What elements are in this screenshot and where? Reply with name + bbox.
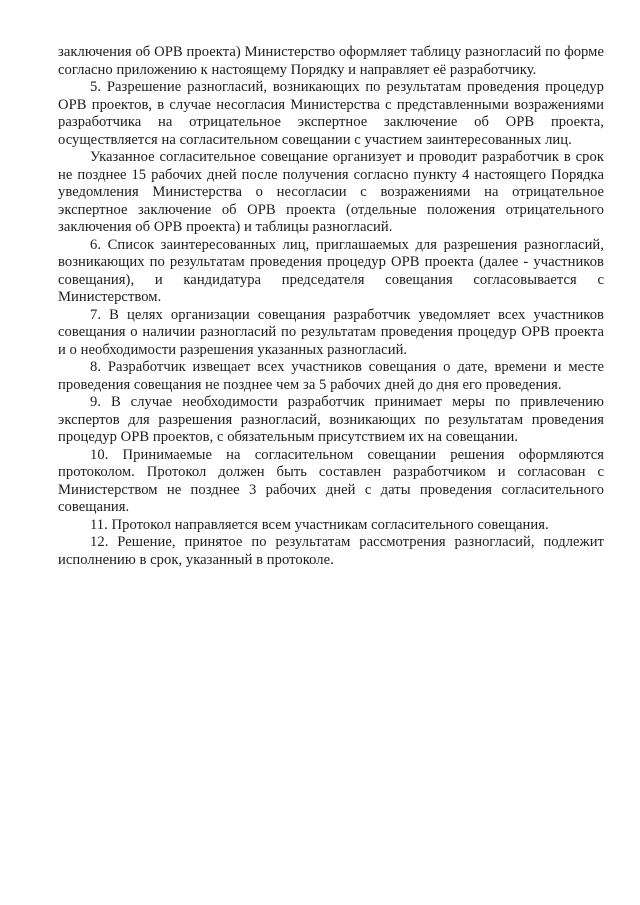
- paragraph-item-5-meeting: Указанное согласительное совещание организует и проводит разработчик в срок не позднее 15 рабочих дней после получения согласно пункту 4 настоящего Порядка уведомления Министерства о несогласии с возражениями на отрицательное экспертное заключение об ОРВ проекта (отдельные положения отрицательного заключения об ОРВ проекта) и таблицы разногласий.: [58, 149, 604, 235]
- paragraph-item-10: 10. Принимаемые на согласительном совещании решения оформляются протоколом. Протокол должен быть составлен разработчиком и согласован с Министерством не позднее 3 рабочих дней с даты проведения согласительного совещания.: [58, 446, 604, 515]
- paragraph-item-11: 11. Протокол направляется всем участникам согласительного совещания.: [90, 516, 549, 533]
- document-body: [58, 44, 604, 569]
- paragraph-continuation: заключения об ОРВ проекта) Министерство оформляет таблицу разногласий по форме согласно приложению к настоящему Порядку и направляет её разработчику.: [58, 44, 604, 78]
- paragraph-item-9: 9. В случае необходимости разработчик принимает меры по привлечению экспертов для разрешения разногласий, возникающих по результатам проведения процедур ОРВ проектов, с обязательным присутствием их на совещании.: [58, 394, 604, 445]
- paragraph-item-8: 8. Разработчик извещает всех участников совещания о дате, времени и месте проведения совещания не позднее чем за 5 рабочих дней до дня его проведения.: [58, 359, 604, 393]
- paragraph-item-7: 7. В целях организации совещания разработчик уведомляет всех участников совещания о наличии разногласий по результатам проведения процедур ОРВ проекта и о необходимости разрешения указанных разногласий.: [58, 306, 604, 358]
- paragraph-item-5: 5. Разрешение разногласий, возникающих по результатам проведения процедур ОРВ проектов, в случае несогласия Министерства с представленными возражениями разработчика на отрицательное экспертное заключение об ОРВ проекта, осуществляется на согласительном совещании с участием заинтересованных лиц.: [58, 79, 604, 148]
- paragraph-item-6: 6. Список заинтересованных лиц, приглашаемых для разрешения разногласий, возникающих по результатам проведения процедур ОРВ проекта (далее - участников совещания), и кандидатура председателя совещания согласовывается с Министерством.: [58, 236, 604, 305]
- paragraph-item-12: 12. Решение, принятое по результатам рассмотрения разногласий, подлежит исполнению в срок, указанный в протоколе.: [58, 534, 604, 568]
